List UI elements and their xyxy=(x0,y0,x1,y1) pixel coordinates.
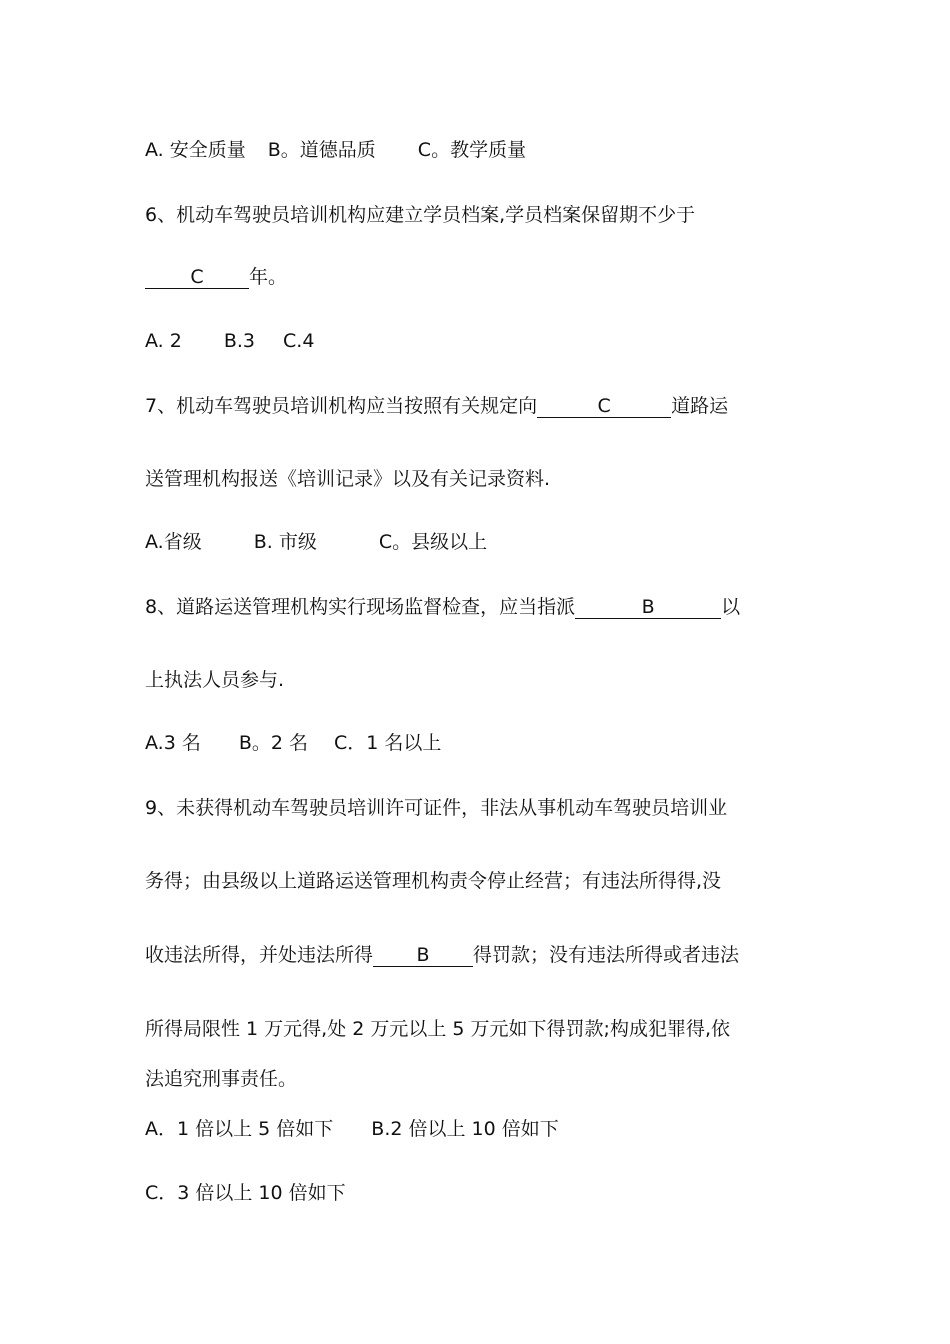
option-a: A.3 名 xyxy=(145,732,201,754)
q8-question xyxy=(145,594,740,620)
question-suffix: 以 xyxy=(721,596,741,618)
option-b: B.3 xyxy=(223,330,256,352)
q7-options xyxy=(145,529,487,555)
q9-question-line4 xyxy=(145,1016,730,1042)
q9-question-line1 xyxy=(145,795,727,821)
answer-blank: C xyxy=(145,266,249,289)
q6-answer-line xyxy=(145,264,287,290)
q8-question-cont xyxy=(145,667,284,693)
q9-question-line2 xyxy=(145,868,721,894)
question-text: 得罚款；没有违法所得或者违法 xyxy=(473,944,740,966)
q9-options-row2 xyxy=(145,1180,346,1206)
q9-options-row1 xyxy=(145,1116,559,1142)
option-a: A. 安全质量 xyxy=(145,139,246,161)
question-text: 法追究刑事责任。 xyxy=(145,1068,298,1090)
option-b: B.2 倍以上 10 倍如下 xyxy=(371,1118,559,1140)
option-c: C。县级以上 xyxy=(378,531,488,553)
question-text: 上执法人员参与. xyxy=(145,669,285,691)
q8-options xyxy=(145,730,441,756)
question-text: 8、道路运送管理机构实行现场监督检查，应当指派 xyxy=(145,596,576,618)
answer-blank: B xyxy=(373,944,473,967)
option-b: B. 市级 xyxy=(253,531,317,553)
question-text: 送管理机构报送《培训记录》以及有关记录资料. xyxy=(145,468,551,490)
q7-question xyxy=(145,393,728,419)
q6-question xyxy=(145,202,695,228)
option-b: B。2 名 xyxy=(238,732,309,754)
option-c: C.4 xyxy=(283,330,315,352)
q9-question-line5 xyxy=(145,1066,297,1092)
question-suffix: 年。 xyxy=(249,266,288,288)
q5-options xyxy=(145,137,526,163)
option-a: A.省级 xyxy=(145,531,202,553)
option-b: B。道德品质 xyxy=(267,139,376,161)
question-text: 7、机动车驾驶员培训机构应当按照有关规定向 xyxy=(145,395,538,417)
question-text: 6、机动车驾驶员培训机构应建立学员档案,学员档案保留期不少于 xyxy=(145,204,696,226)
question-text: 所得局限性 1 万元得,处 2 万元以上 5 万元如下得罚款;构成犯罪得,依 xyxy=(145,1018,730,1040)
question-suffix: 道路运 xyxy=(671,395,729,417)
option-a: A. 2 xyxy=(145,330,182,352)
q9-question-line3 xyxy=(145,942,739,968)
answer-blank: B xyxy=(575,596,721,619)
question-text: 务得；由县级以上道路运送管理机构责令停止经营；有违法所得得,没 xyxy=(145,870,722,892)
answer-blank: C xyxy=(537,395,671,418)
option-c: C．3 倍以上 10 倍如下 xyxy=(145,1182,346,1204)
q6-options xyxy=(145,328,314,354)
option-c: C．1 名以上 xyxy=(334,732,442,754)
question-text: 9、未获得机动车驾驶员培训许可证件，非法从事机动车驾驶员培训业 xyxy=(145,797,728,819)
q7-question-cont xyxy=(145,466,550,492)
option-a: A．1 倍以上 5 倍如下 xyxy=(145,1118,334,1140)
option-c: C。教学质量 xyxy=(417,139,527,161)
question-text: 收违法所得，并处违法所得 xyxy=(145,944,374,966)
